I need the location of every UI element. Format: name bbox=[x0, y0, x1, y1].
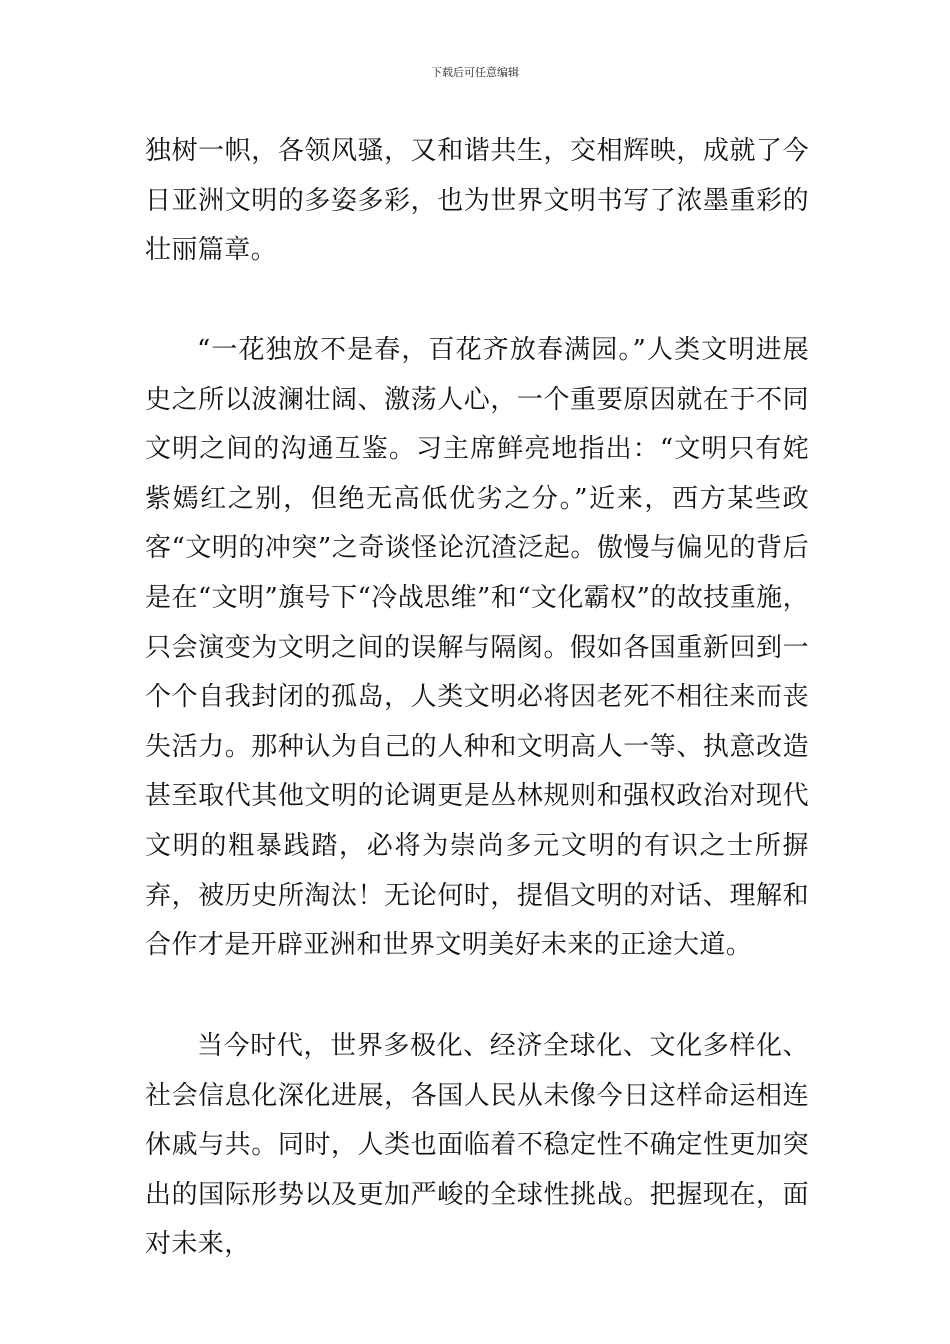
body-paragraph-current-era: 当今时代，世界多极化、经济全球化、文化多样化、社会信息化深化进展，各国人民从未像今日这样命运相连休戚与共。同时，人类也面临着不稳定性不确定性更加突出的国际形势以及更加严峻的全球性挑战。把握现在，面对未来， bbox=[145, 1031, 809, 1260]
body-paragraph-dialogue-of-civilizations: “一花独放不是春，百花齐放春满园。”人类文明进展史之所以波澜壮阔、激荡人心，一个重要原因就在于不同文明之间的沟通互鉴。习主席鲜亮地指出：“文明只有姹紫嫣红之别，但绝无高低优劣之分。”近来，西方某些政客“文明的冲突”之奇谈怪论沉渣泛起。傲慢与偏见的背后是在“文明”旗号下“冷战思维”和“文化霸权”的故技重施，只会演变为文明之间的误解与隔阂。假如各国重新回到一个个自我封闭的孤岛，人类文明必将因老死不相往来而丧失活力。那种认为自己的人种和文明高人一等、执意改造甚至取代其他文明的论调更是丛林规则和强权政治对现代文明的粗暴践踏，必将为崇尚多元文明的有识之士所摒弃，被历史所淘汰！无论何时，提倡文明的对话、理解和合作才是开辟亚洲和世界文明美好未来的正途大道。 bbox=[145, 335, 809, 961]
body-paragraph-continuation: 独树一帜，各领风骚，又和谐共生，交相辉映，成就了今日亚洲文明的多姿多彩，也为世界文明书写了浓墨重彩的壮丽篇章。 bbox=[145, 136, 809, 266]
page-header-note: 下载后可任意编辑 bbox=[431, 66, 519, 79]
